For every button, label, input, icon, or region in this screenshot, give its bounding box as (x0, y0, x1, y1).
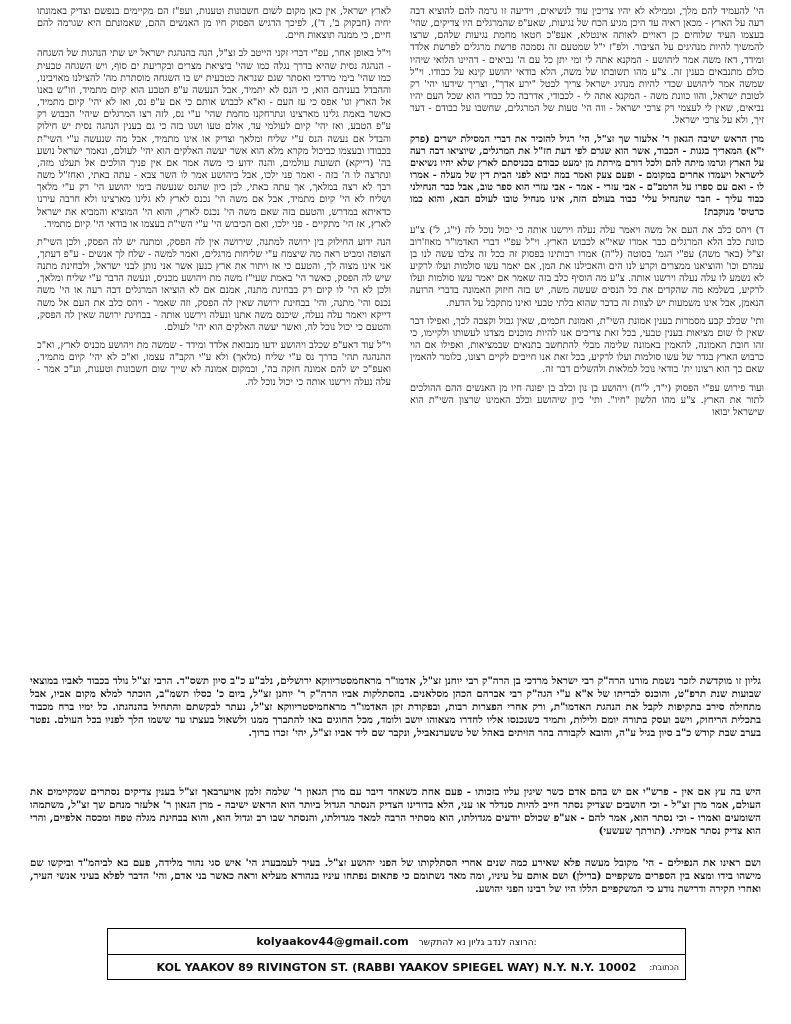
address-text: KOL YAAKOV 89 RIVINGTON ST. (RABBI YAAKOV SPIEGEL WAY) N.Y. N.Y. 10002 (156, 961, 637, 974)
hidden-tzaddik-paragraph: היש בה עץ אם אין - פרש"י אם יש בהם אדם כשר שיגין עליו בזכותו - פעם אחת כשאחד דיבר עם מרן הגאון ר' שלמה זלמן אויערבאך זצ"ל בענין צדיקים נסתרים שמקיימים את העולם, אמר מרן זצ"ל - וכי חושבים שצדיק נסתר חייב להיות סנדלר או עני, הלא בדורינו הצדיק הנסתר הגדול ביותר הוא הראש ישיבה - מרן הגאון ר' אלעזר מנחם שך זצ"ל, משתמהו השומעים ואמרו - וכי נסתר הוא, אמר להם - אע"פ שכולם יודעים מגדולתו, הוא מסתיר הרבה למאד מגדולתו, והנסתר שבו רב וגדול הוא, והוא בבחינת מגלה טפח ומכסה אלפיים, והרי הוא צדיק נסתר אמיתי. (תורתך שעשעי) (30, 786, 761, 837)
right-para-1: הי' להעמיד להם מלך, וממילא לא יהיו צריכין עוד לנשיאים, וידיעה זו גרמה להם להוציא דבה רעה על הארץ - מכאן ראיה עד היכן מגיע הכח של נגיעות, שאע"פ שהמרגלים היו צדיקים, שהי' בעצמו העיד שלוחים כן ראויים לאותה אינטלא, אעפ"כ חטאו מחמת נגיעות שלהם, שרצו להמשיך להיות מנהיגים על הציבור. ולפ"ז י"ל שמטעם זה נסמכה פרשת מרגלים לפרשת אלדד ומידד, דאז משה אמר ליהושע - המקנא אתה לי ומי יתן כל עם ה' נביאים - דהיינו הלואי שיהיו כולם מתנבאים בענין זה. צ"ע מהו תשובתו של משה, הלא בודאי יהושע קינא על כבודו. וי"ל שמשה אמר ליהושע שכדי להיות מנהיג ישראל צריך לבטל "ירע אדך", וצריך שידעו יהי' רק לטובת ישראל, והוו כוונת משה - המקנא אתה לי - לכבודי, אדרבה כל כבודי הוא שכל העם יהיו נביאים, שאין לי לעצמי רק צרכי ישראל - ווה הי' טעות של המרגלים, שחשבו על כבודם - דער זיך, ולא על צרכי ישראל. (410, 6, 764, 127)
dedication-paragraph: גליון זו מוקדשת לזכר נשמת מורנו הרה"ק רבי ישראל מרדכי בן הרה"ק רבי יוחנן זצ"ל, אדמו"ר מראחמסטריווקא ירושלים, נלב"ע כ"ב סיון תשס"ד. הרבי זצ"ל נולד בכבוד לאביו במוצאי שבועות שנת תרפ"ט, והוכנס לבריתו של א"א ע"י הגה"ק רבי אברהם הכהן מסלאנים. בהסתלקות אביו הרה"ק ר' יוחנן זצ"ל, ביום כ' כסלו תשמ"ב, הוכתר למלא מקום אביו, אבל מתחילה סירב בתקיפות לקבל את הנהגת האדמו"ת, ורק אחרי הפצרות רבות, ובפקודת זקן האדמו"ר מראחמיסטריווקא זצ"ל, נעתר לבקשתם והתחיל בהנהגתו. כל ימיו ברח מכבוד בתכלית הריחוק, וישב ועסק בתורה יומם ולילות, ותמיד כשנכנסו אליו לחדרו מצאוהו יושב ולומד, מכל החוגים באו להתברך ממנו ולשאול בעצתו עד ששמו הלך לפניו בכל העולם. נפטר בערב שבת קודש כ"ב סיון בגיל ע"ה, והובא לקבורה בהר הזיתים באהל של טשערנאביל, ונקבר שם ליד אביו זצ"ל, יהי' זכרו ברוך. (30, 675, 761, 739)
right-para-3: ד) ויהס כלב את העם אל משה ויאמר עלה נעלה וירשנו אותה כי יכול נוכל לה (י"ג, ל') צ"ע כוונת כלב הלא המרגלים כבר אמרו שאי"א לכבוש הארץ. וי"ל עפ"י דברי האדמו"ר מאוז'רוב זצ"ל (באר משה) עפ"י הגמ' בסוטה (ל"ה) אמרו רבותינו בפסוק זה ככל זה צלבו עשה לנו בן עמרם וכו' והוציאנו ממצרים וקרע לנו הים והאכילנו את המן, אם יאמר עשו סולמות ועלו לרקיע לא נשמע לו עלה נעלה וירשנו אותה. צ"ע מה הוסיף כלב בזה שאמר אם יאמר עשו סולמות ועלו לרקיע, בשלמא מה שהקדים את כל הנסים שעשה משה, יש בזה חיזוק האמונה בדברי הרועה הנאמן, אבל אינו משמעות יש לצוות זה בדבר שהוא בלתי טבעי ואינו מתקבל על הדעת. (410, 224, 764, 309)
right-para-2: מרן הראש ישיבה הגאון ר' אלעזר שך זצ"ל, הי' רגיל להזכיר את דברי המסילת ישרים (פרק י"א) המאריך בגנות - הכבוד, אשר הוא שגרם לפי דעת חז"ל את המרגלים, שיוציאו דבה רעה על הארץ וגרמו מיתה להם ולכל דורם מירתת מן ימעט כבודם בכניסתם לארץ שלא יהיו נשיאים לישראל ויעמדו אחרים במקומם - ופעם צעק ואמר במה יבוא לפני הבית דין של מעלה - אמרו לו - ואם עם ספרו על הרמב"ם - אבי עזרי - אמר - אבי עזרי הוא ספר טוב, אבל כבר הנחילני כבוד עליך - חבר שהנחיל עלי' כבוד בעולם הזה, אינו מנחיל טובו לעולם הבא, והוא כמו כרטיס' מנוקבת! (410, 133, 764, 218)
address-row (108, 954, 685, 980)
email-row (108, 929, 685, 954)
contact-box (107, 928, 686, 980)
email-label: הרוצה לנדב גליון נא להתקשר: (418, 938, 537, 948)
right-para-4: ותי' שכלב קבע מסמרות בענין אמונת השי"ת, ואמונת חכמים, שאין גבול וקצבה לכך, ואפילו דבר שאין לו שום מציאות בענין טבעי, בכל זאת צריכים אנו להיות מוכנים מצדנו לעשותו ולקיימו, כי זהו חובת האמונה, להאמין באמונה שלימה מבלי להתחשב בתנאים שבמציאות, ואפילו אם הוי כרבוש הארץ בגדר של עשו סולמות ועלו לרקיע, בכל זאת אנו חייבים לקיים רצונו, כלומר להאמין שאם כך הוא רצונו ית' בודאי נוכל למלאות ולהשלים דבר זה. (410, 315, 764, 376)
left-para-3: הנה ידוע החילוק בין ירושה למתנה, שירושה אין לה הפסק, ומתנה יש לה הפסק, ולכן השי"ת הצופה ומביט ראה מה שיצמח ע"י שליחות מרגלים, ואמר למשה - שלח לך אנשים - ע"פ דעתך, אני אינו מצוה לך, והטעם כי אז ויתור את ארץ כנען אשר אני נותן לבני ישראל, ולבחינת מתנה שיש לה הפסק, כאשר הי' באמת שעי"ז משה מת ויהושע מכניס, ונעשה הדבר ע"י שליח ומלאך, ולכן לא הי' לו קיום רק בבחינת מתנה, אמנם אם לא הוציאו המרגלים דבה רעה או הי' משה נכנס והי' מתנה, והי' בבחינת ירושה שאין לה הפסק, וזה שאמר - ויהס כלב את העם אל משה דייקא ויאמר עלה נעלה, שיכנס משה אתנו ונעלה וירשנו אותה - בבחינת ירושה שאין לה הפסק, והטעם כי יכול נוכל לה, ואשר יעשה האלקים הוא יהי' לעולם. (37, 236, 391, 333)
left-para-1: לארץ ישראל, אין כאן מקום לשום חשבונות וטענות, ועפ"ז הם מקיימים בנפשם וצדיק באמונתו יחיה (חבקוק ב', ד'), לפיכך הדגיש הפסוק חיו מן האנשים ההם, שאמונתם היא שגרמה להם חיים, כי ממנה תוצאות חיים. (37, 6, 391, 42)
right-para-5: ועוד פירוש עפ"י הפסוק (י"ד, ל"ח) ויהושע בן נון וכלב בן יפונה חיו מן האנשים ההם ההולכים לתור את הארץ. צ"ע מהו הלשון "חיו". ותי' כיון שיהושע וכלב האמינו שרצון השי"ת הוא שישראל יבואו (410, 382, 764, 418)
email-link[interactable]: kolyaakov44@gmail.com (256, 935, 409, 948)
left-para-2: וי"ל באופן אחר, עפ"י דברי זקני הייטב לב זצ"ל, הנה בהנהגת ישראל יש שתי הנהגות של השגחה - הנהגה נסית שהיא בדרך נגלה כמו שהי' ביציאת מצרים ובקריעת ים סוף, ויש השגחה טבעית כמו שהי' בימי מרדכי ואסתר שגם שנראה כטבעית יש בו השגחה מוסתרת מה' להצילנו מאויבינו, וההבדל בעניהם הוא, כי הנס לא יתמיד, אבל הנעשה ע"פ הטבע הוא קיום מתמיד, וזו"ש באנו אל הארץ וגו' אפס כי עז העם - וא"א לכבוש אותם כי אם ע"פ נס, ואז לא יהי' קיום מתמיד, כאשר באמת גלינו מארצינו ונתרחקנו מחמת שהי' ע"י נס, לזה רצו המרגלים שיהי' הכבוש רק ע"פ הטבע, ואז יהי' קיום לעולמי עד, אולם טעו ושגו בזה כי גם בענין הנהגה נסית יש חילוק והבדל אם נעשה הנס ע"י שליח ומלאך וצדיק או אינו מתמיד, אבל מה שנעשה ע"י השי"ת בכבודו ובעצמו כביכול מקרא מלא הוא אשר יעשה האלקים הוא יהי' לעולם, ונאמר ישראל נושע בה' (דייקא) תשועת עולמים, והנה ידוע כי משה אמר אם אין פניך הולכים אל תעלנו מזה, ונתרצה לו ה' בזה - ואמר פני ילכו, אבל ביהושע אמר לו השר צבא - עתה באתי, ואחז"ל משה רבך לא רצה במלאך, אך עתה באתי, לכן כיון שהנס שנעשה בימי יהושע הי' רק ע"י מלאך ושליח לא הי' קיום מתמיד, אבל אם משה הי' נכנס לארץ לא גלינו מארצינו ולא חרבה עירנו כדאיתא במדרש, והטעם בזה שאם משה הי' נכנס לארץ, והוא הי' המוציא והמביא את ישראל לארץ, אז הי' מתקיים - פני ילכו, ואם הכיבוש הי' ע"י השי"ת בעצמו או בודאי הי' קיום מתמיד. (37, 48, 391, 230)
left-para-4: וי"ל עוד דאע"פ שכלב ויהושע ידעו מנבואת אלדד ומידד - שמשה מת ויהושע מכניס לארץ, וא"כ ההנהגה תהי' בדרך נס ע"י שליח (מלאך) ולא ע"י הקב"ה עצמו, וא"כ לא יהי' קיום מתמיד, ואעפ"כ יש להם אמונה חזקה בה', ובמקום אמונה לא שייך שום חשבונות וטענות, וע"כ אמר - עלה נעלה וירשנו אותה כי יכול נוכל לה. (37, 340, 391, 388)
nefilim-paragraph: ושם ראינו את הנפילים - הי' מקובל מעשה פלא שאירע כמה שנים אחרי הסתלקותו של הפני יהושע זצ"ל. בעיר לעמבערג הי' איש סגי נהור מלידה, פעם בא לביהמ"ד וביקשו שם מישהו בידו ומצא בין הספרים משקפיים (ברילן) ושם אותם על עיניו, ומה מאד נשתומם כי פתאום נפתחו עיניו בנהורא מעליא וראה כאשר בני אדם, והי' הדבר לפלא בעיני אנשי העיר, ואחרי חקירה ודרישה נודע כי המשקפיים הללו היו של רבינו הפני יהושע. (30, 857, 761, 895)
address-label: הכתובת: (649, 963, 679, 972)
